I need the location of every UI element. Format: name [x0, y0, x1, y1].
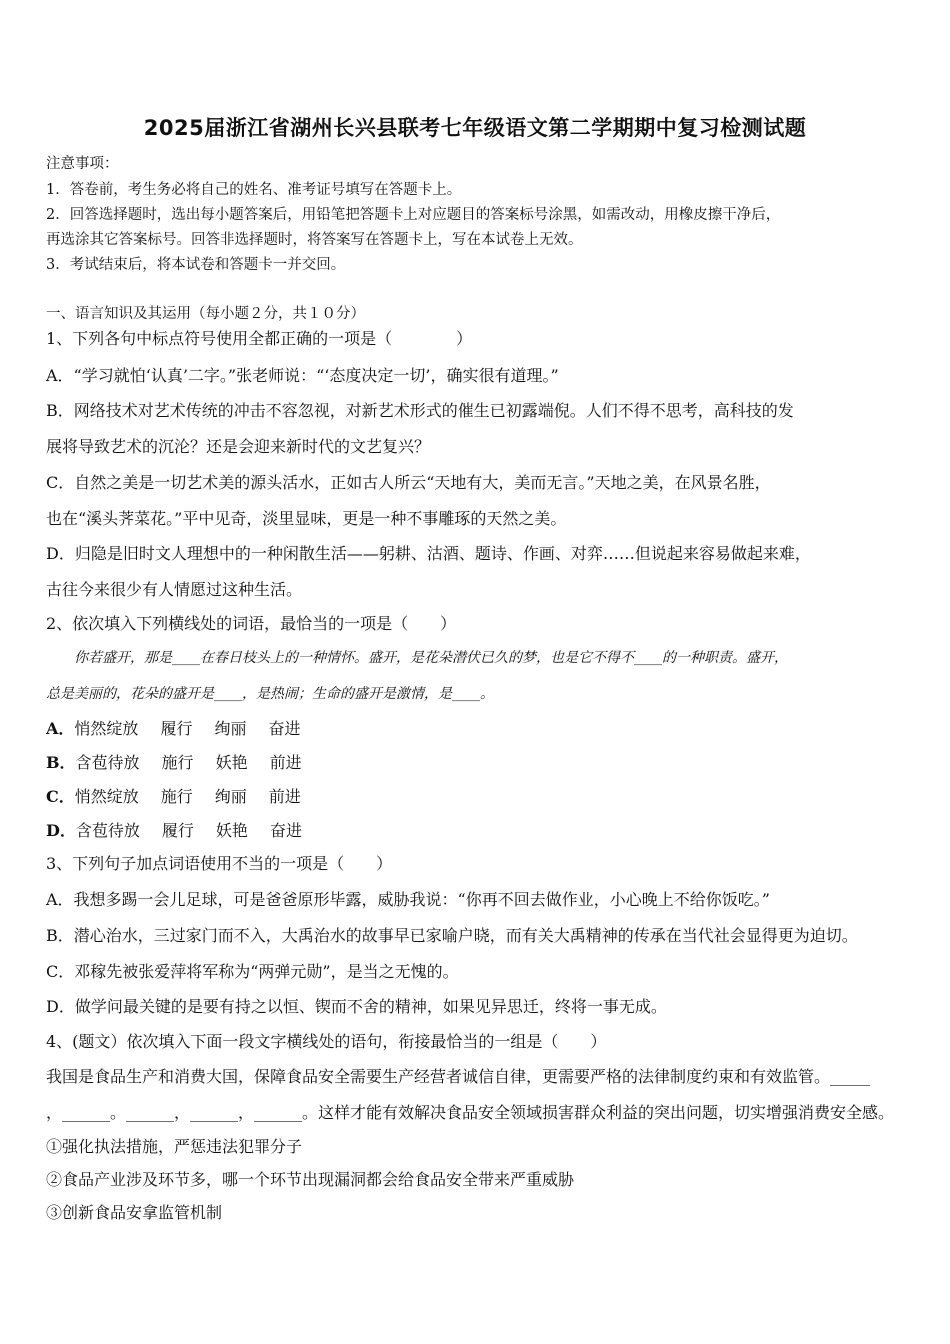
notice-item: 3．考试结束后，将本试卷和答题卡一并交回。: [46, 257, 346, 273]
q3-option-c: C．邓稼先被张爱萍将军称为“两弹元勋”，是当之无愧的。: [46, 962, 459, 981]
option-word: 履行: [160, 719, 193, 738]
q4-paragraph-cont: ，______。______，______，______。这样才能有效解决食品安全领域损害群众利益的突出问题，切实增强消费安全感。: [46, 1103, 895, 1122]
q1-option-d-cont: 古往今来很少有人情愿过这种生活。: [46, 580, 303, 599]
q3-option-a: A．我想多踢一会儿足球，可是爸爸原形毕露，威胁我说：“你再不回去做作业，小心晚上不给你饭吃。”: [46, 890, 770, 909]
option-word: 绚丽: [214, 787, 247, 806]
option-word: 前进: [269, 753, 302, 772]
option-word: 前进: [268, 787, 301, 806]
q2-stem: 2、依次填入下列横线处的词语，最恰当的一项是（ ）: [46, 614, 457, 633]
notice-item: 再选涂其它答案标号。回答非选择题时，将答案写在答题卡上，写在本试卷上无效。: [46, 232, 583, 248]
q4-item-2: ②食品产业涉及环节多，哪一个环节出现漏洞都会给食品安全带来严重威胁: [46, 1170, 575, 1189]
q1-option-c: C．自然之美是一切艺术美的源头活水，正如古人所云“天地有大，美而无言。”天地之美，在风景名胜，: [46, 473, 771, 492]
q2-passage: 你若盛开，那是____在春日枝头上的一种情怀。盛开，是花朵潜伏已久的梦，也是它不得不____的一种职责。盛开，: [46, 650, 788, 666]
notice-heading: 注意事项：: [46, 156, 119, 172]
option-word: 妖艳: [215, 753, 248, 772]
page-title: 2025届浙江省湖州长兴县联考七年级语文第二学期期中复习检测试题: [143, 116, 807, 140]
notice-item: 2．回答选择题时，选出每小题答案后，用铅笔把答题卡上对应题目的答案标号涂黑，如需改动，用橡皮擦干净后，: [46, 207, 781, 223]
q1-option-d: D．归隐是旧时文人理想中的一种闲散生活——躬耕、沽酒、题诗、作画、对弈……但说起来容易做起来难，: [46, 544, 811, 563]
option-word: 施行: [160, 787, 193, 806]
notice-item: 1．答卷前，考生务必将自己的姓名、准考证号填写在答题卡上。: [46, 182, 462, 198]
q1-option-a: A．“学习就怕‘认真’二字。”张老师说：“‘态度决定一切’，确实很有道理。”: [46, 366, 559, 385]
q2-passage-cont: 总是美丽的，花朵的盛开是____，是热闹；生命的盛开是激情，是____。: [46, 686, 494, 702]
option-label: A．: [46, 719, 75, 738]
section-heading: 一、语言知识及其运用（每小题２分，共１０分）: [46, 306, 365, 322]
option-word: 奋进: [269, 821, 302, 840]
q4-item-3: ③创新食品安拿监管机制: [46, 1203, 223, 1222]
option-label: D．: [46, 821, 76, 840]
option-word: 悄然绽放: [74, 787, 139, 806]
q2-option-c: [46, 784, 323, 807]
q4-stem: 4、(题文）依次填入下面一段文字横线处的语句，衔接最恰当的一组是（ ）: [46, 1032, 607, 1051]
option-label: B．: [46, 753, 76, 772]
q2-option-b: [46, 750, 324, 773]
option-word: 绚丽: [214, 719, 247, 738]
q3-stem: 3、下列句子加点词语使用不当的一项是（ ）: [46, 854, 393, 873]
option-word: 施行: [161, 753, 194, 772]
option-word: 含苞待放: [75, 821, 140, 840]
q2-option-a: [46, 716, 322, 739]
q1-option-b-cont: 展将导致艺术的沉沦？还是会迎来新时代的文艺复兴？: [46, 437, 431, 456]
option-word: 悄然绽放: [74, 719, 139, 738]
q1-stem: 1、下列各句中标点符号使用全都正确的一项是（ ）: [46, 329, 473, 348]
option-word: 妖艳: [215, 821, 248, 840]
q4-paragraph: 我国是食品生产和消费大国，保障食品安全需要生产经营者诚信自律，更需要严格的法律制度约束和有效监管。_____: [46, 1067, 871, 1086]
q1-option-b: B．网络技术对艺术传统的冲击不容忽视，对新艺术形式的催生已初露端倪。人们不得不思考，高科技的发: [46, 401, 794, 420]
q2-option-d: [46, 818, 324, 841]
option-word: 履行: [161, 821, 194, 840]
option-word: 奋进: [268, 719, 301, 738]
option-label: C．: [46, 787, 75, 806]
q3-option-b: B．潜心治水，三过家门而不入，大禹治水的故事早已家喻户晓，而有关大禹精神的传承在当代社会显得更为迫切。: [46, 926, 858, 945]
option-word: 含苞待放: [75, 753, 140, 772]
q4-item-1: ①强化执法措施，严惩违法犯罪分子: [46, 1137, 303, 1156]
q3-option-d: D．做学问最关键的是要有持之以恒、锲而不舍的精神，如果见异思迁，终将一事无成。: [46, 997, 667, 1016]
q1-option-c-cont: 也在“溪头荠菜花。”平中见奇，淡里显味，更是一种不事雕琢的天然之美。: [46, 509, 567, 528]
